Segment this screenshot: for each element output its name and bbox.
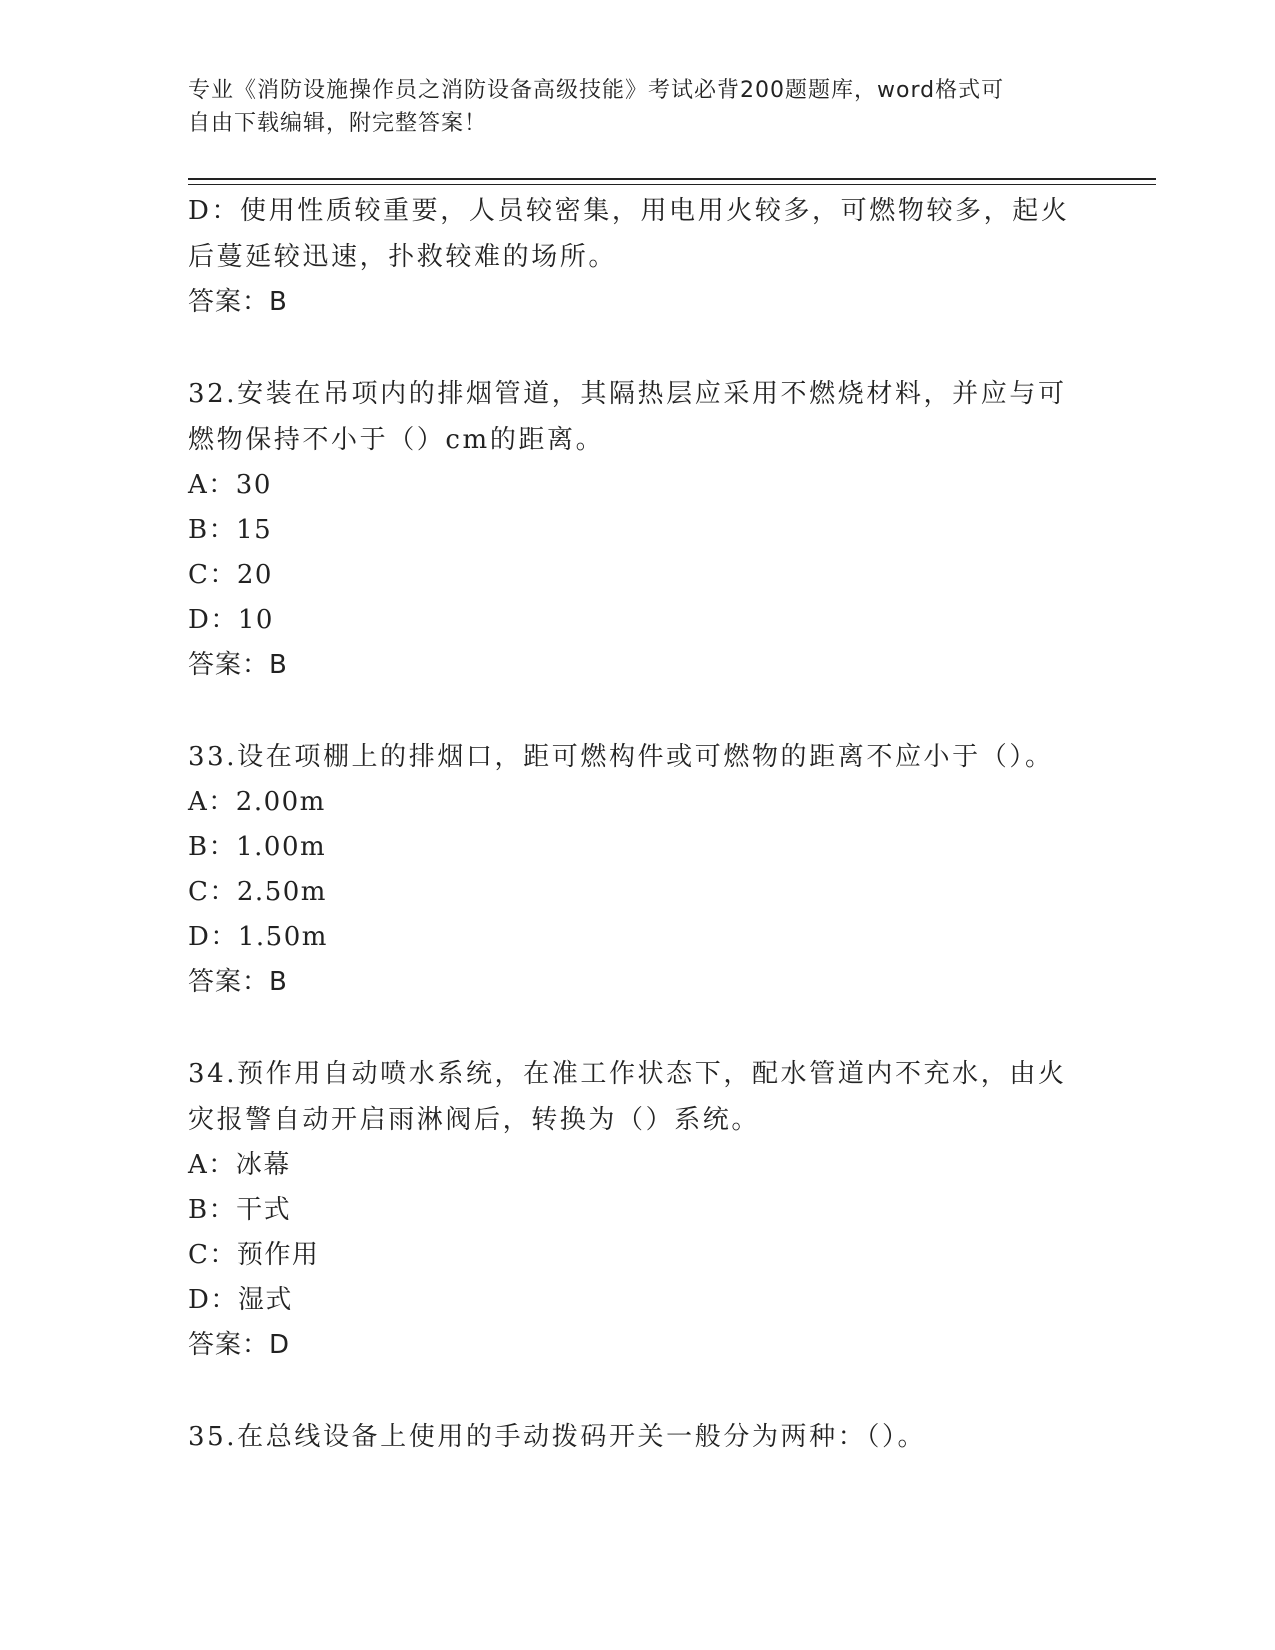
option-a: A：冰幕 — [188, 1150, 291, 1180]
option-c: C：预作用 — [188, 1240, 320, 1270]
option-b: B：15 — [188, 515, 273, 545]
question-stem: 34.预作用自动喷水系统，在准工作状态下，配水管道内不充水，由火灾报警自动开启雨淋阀后，转换为（）系统。 — [188, 1059, 1067, 1135]
option-b: B：1.00m — [188, 832, 327, 862]
document-header — [188, 74, 1088, 140]
option-d: D：1.50m — [188, 922, 328, 952]
option-a: A：30 — [188, 470, 272, 500]
option-c: C：20 — [188, 560, 273, 590]
header-divider-thin — [188, 184, 1156, 185]
answer-text: 答案：D — [188, 1330, 291, 1360]
answer-text: 答案：B — [188, 967, 288, 997]
answer-text: 答案：B — [188, 287, 288, 317]
question-list — [188, 188, 1088, 1460]
question-31-tail — [188, 188, 1088, 325]
question-34 — [188, 1051, 1088, 1368]
option-c: C：2.50m — [188, 877, 327, 907]
question-32 — [188, 371, 1088, 688]
question-stem: 32.安装在吊项内的排烟管道，其隔热层应采用不燃烧材料，并应与可燃物保持不小于（）cm的距离。 — [188, 379, 1067, 455]
option-a: A：2.00m — [188, 787, 326, 817]
option-d: D：10 — [188, 605, 274, 635]
option-b: B：干式 — [188, 1195, 292, 1225]
option-d: D：湿式 — [188, 1285, 293, 1315]
header-line-2: 自由下载编辑，附完整答案！ — [188, 111, 488, 136]
question-33 — [188, 734, 1088, 1005]
option-d-text: D：使用性质较重要，人员较密集，用电用火较多，可燃物较多，起火后蔓延较迅速，扑救较难的场所。 — [188, 196, 1070, 272]
question-35 — [188, 1414, 1088, 1460]
question-stem: 35.在总线设备上使用的手动拨码开关一般分为两种：（）。 — [188, 1422, 927, 1452]
header-line-1: 专业《消防设施操作员之消防设备高级技能》考试必背200题题库，word格式可 — [188, 78, 1005, 103]
header-divider-thick — [188, 178, 1156, 180]
answer-text: 答案：B — [188, 650, 288, 680]
question-stem: 33.设在项棚上的排烟口，距可燃构件或可燃物的距离不应小于（）。 — [188, 742, 1054, 772]
